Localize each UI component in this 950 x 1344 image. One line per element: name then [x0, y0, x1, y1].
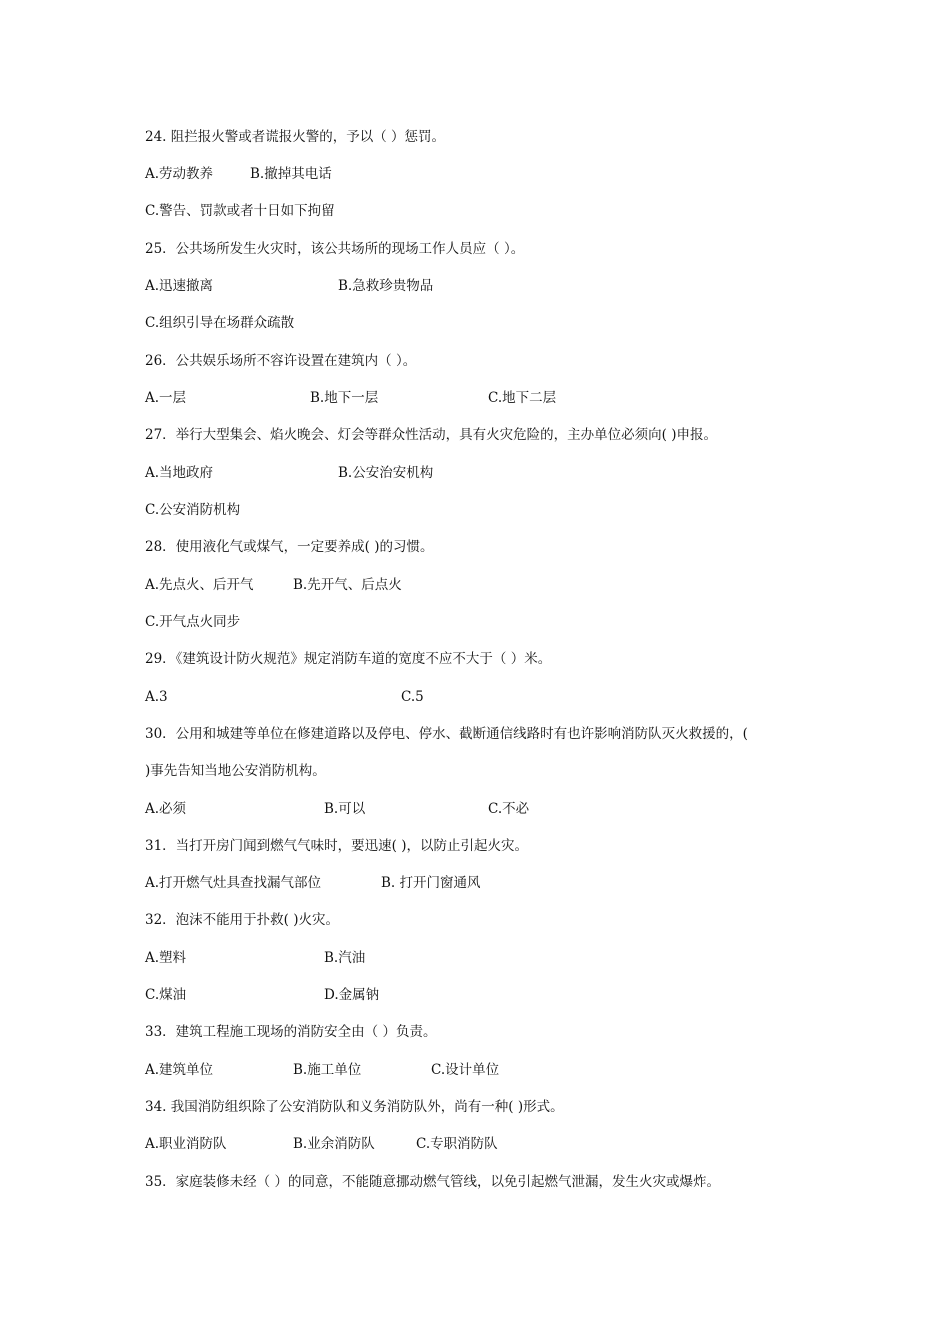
question-30-stem: 30．公用和城建等单位在修建道路以及停电、停水、截断通信线路时有也许影响消防队灭火救援的，(: [145, 726, 748, 742]
option-a: A.必须: [145, 801, 187, 817]
option-c: C.专职消防队: [416, 1136, 498, 1152]
option-b: B.先开气、后点火: [293, 577, 402, 593]
question-29-stem: 29．《建筑设计防火规范》规定消防车道的宽度不应不大于（ ）米。: [145, 651, 552, 667]
option-c: C.不必: [488, 801, 530, 817]
option-b: B.业余消防队: [293, 1136, 375, 1152]
option-d: D.金属钠: [324, 987, 380, 1003]
option-b: B.汽油: [324, 950, 366, 966]
question-33-stem: 33．建筑工程施工现场的消防安全由（ ）负责。: [145, 1024, 437, 1040]
option-b: B.撤掉其电话: [250, 166, 332, 182]
question-25-stem: 25．公共场所发生火灾时，该公共场所的现场工作人员应（ ）。: [145, 241, 525, 257]
option-c: C.设计单位: [431, 1062, 500, 1078]
option-a: A.建筑单位: [145, 1062, 214, 1078]
question-28-stem: 28．使用液化气或煤气，一定要养成( )的习惯。: [145, 539, 434, 555]
question-26-stem: 26．公共娱乐场所不容许设置在建筑内（ ）。: [145, 353, 417, 369]
option-c: C.公安消防机构: [145, 502, 241, 518]
question-24-stem: 24. 阻拦报火警或者谎报火警的，予以（ ）惩罚。: [145, 129, 446, 145]
option-c: C.组织引导在场群众疏散: [145, 315, 295, 331]
option-c: C.警告、罚款或者十日如下拘留: [145, 203, 335, 219]
option-b: B. 打开门窗通风: [381, 875, 481, 891]
option-c: C.开气点火同步: [145, 614, 241, 630]
question-35-stem: 35．家庭装修未经（ ）的同意，不能随意挪动燃气管线，以免引起燃气泄漏，发生火灾或爆炸。: [145, 1174, 720, 1190]
option-c: C.煤油: [145, 987, 187, 1003]
option-b: B.施工单位: [293, 1062, 362, 1078]
question-34-stem: 34. 我国消防组织除了公安消防队和义务消防队外，尚有一种( )形式。: [145, 1099, 564, 1115]
option-b: B.可以: [324, 801, 366, 817]
option-a: A.3: [145, 689, 168, 705]
question-27-stem: 27．举行大型集会、焰火晚会、灯会等群众性活动，具有火灾危险的，主办单位必须向( )申报。: [145, 427, 718, 443]
option-a: A.劳动教养: [145, 166, 214, 182]
option-a: A.先点火、后开气: [145, 577, 254, 593]
option-b: B.急救珍贵物品: [338, 278, 434, 294]
option-a: A.一层: [145, 390, 187, 406]
option-a: A.职业消防队: [145, 1136, 227, 1152]
option-a: A.当地政府: [145, 465, 214, 481]
option-c: C.5: [401, 689, 424, 705]
question-31-stem: 31．当打开房门闻到燃气气味时，要迅速( )，以防止引起火灾。: [145, 838, 529, 854]
option-a: A.迅速撤离: [145, 278, 214, 294]
option-a: A.塑料: [145, 950, 187, 966]
option-b: B.地下一层: [310, 390, 379, 406]
option-a: A.打开燃气灶具查找漏气部位: [145, 875, 322, 891]
question-32-stem: 32．泡沫不能用于扑救( )火灾。: [145, 912, 340, 928]
option-c: C.地下二层: [488, 390, 557, 406]
option-b: B.公安治安机构: [338, 465, 434, 481]
question-30-stem-continued: )事先告知当地公安消防机构。: [145, 763, 326, 779]
